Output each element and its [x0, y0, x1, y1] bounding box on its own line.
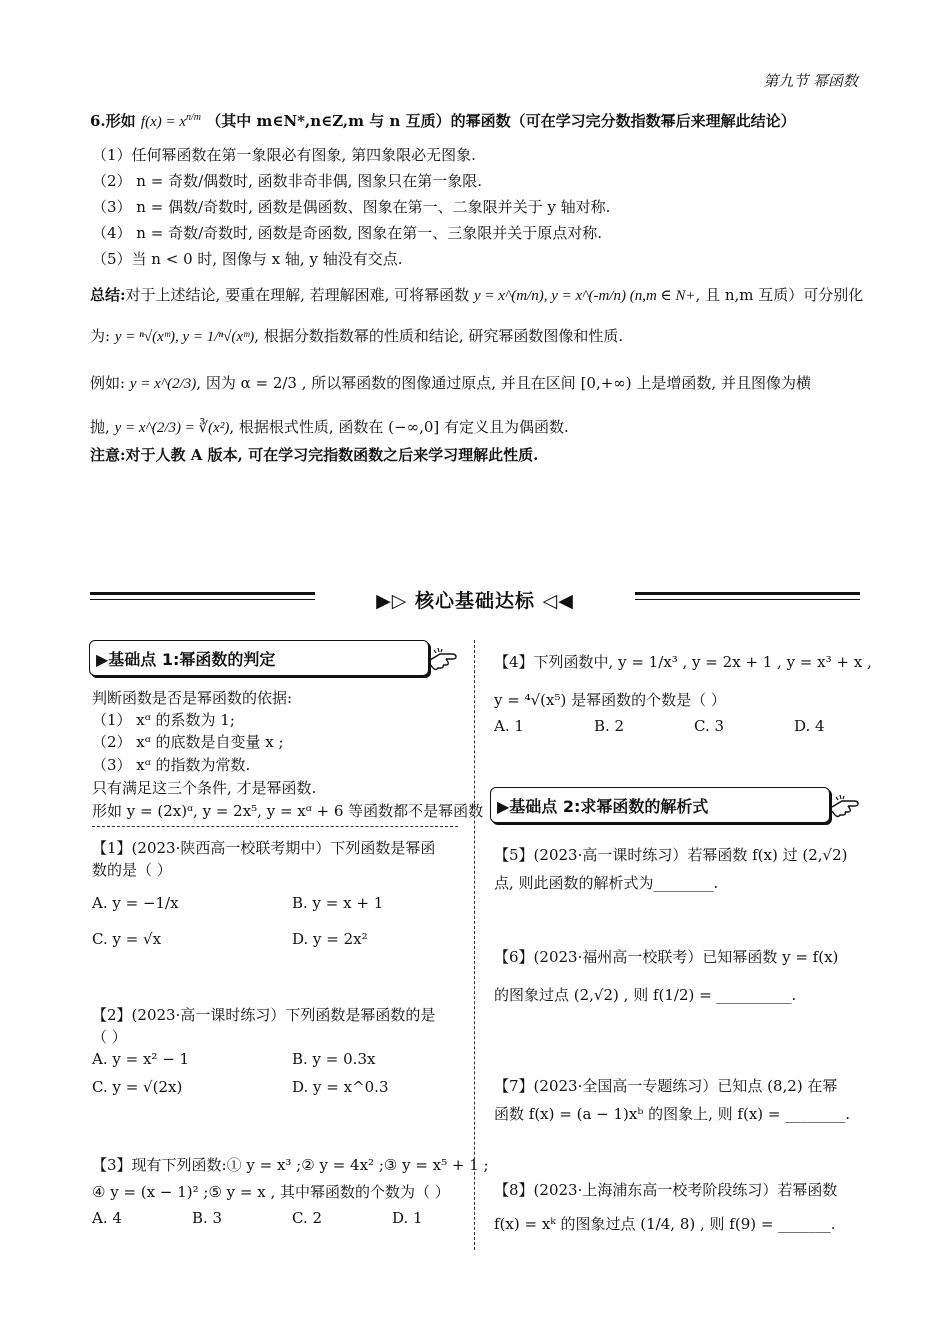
q1-stem-2: 数的是（ ）	[92, 861, 172, 879]
q3-option-c[interactable]: C. 2	[292, 1209, 323, 1227]
q1-option-a[interactable]: A. y = −1/x	[92, 894, 179, 912]
summary-formula1: y = x^(m/n), y = x^(-m/n) (n,m ∈ N+	[473, 288, 696, 304]
example-text2: , 根据根式性质, 函数在 (−∞,0] 有定义且为偶函数.	[229, 418, 569, 436]
pointing-hand-icon	[830, 793, 860, 821]
summary-line1	[90, 285, 863, 306]
item6-formula: $f(x) = x^{n/m}$	[140, 112, 202, 130]
pointing-hand-icon	[428, 646, 458, 674]
example-line1	[90, 373, 811, 394]
left-dashed-separator	[92, 826, 458, 827]
example-formula1: y = x^(2/3)	[129, 376, 197, 392]
q7-stem-2: 函数 f(x) = (a − 1)xᵇ 的图象上, 则 f(x) = ________.	[494, 1105, 851, 1123]
item6-prefix: 6.形如	[90, 112, 136, 130]
point-4: （4） n = 奇数/奇数时, 函数是奇函数, 图象在第一、三象限并关于原点对称.	[92, 224, 602, 242]
q5-stem-1: 【5】(2023·高一课时练习）若幂函数 f(x) 过 (2,√2)	[494, 846, 848, 864]
item6-line	[90, 108, 796, 132]
basis-point-2-title: ▶基础点 2:求幂函数的解析式	[497, 797, 709, 816]
q4-stem-2: y = ⁴√(x⁵) 是幂函数的个数是（ ）	[494, 691, 726, 709]
q2-stem-2: （ ）	[92, 1028, 127, 1046]
q3-option-d[interactable]: D. 1	[392, 1209, 423, 1227]
banner-title: ▶▷ 核心基础达标 ◁◀	[376, 590, 574, 612]
q5-stem-2: 点, 则此函数的解析式为________.	[494, 874, 719, 892]
point-1: （1）任何幂函数在第一象限必有图象, 第四象限必无图象.	[92, 146, 476, 164]
criteria-1: （1） xᵅ 的系数为 1;	[92, 711, 235, 729]
q1-option-b[interactable]: B. y = x + 1	[292, 894, 384, 912]
criteria-2: （2） xᵅ 的底数是自变量 x ;	[92, 733, 284, 751]
q4-option-b[interactable]: B. 2	[594, 717, 625, 735]
example-line2-prefix: 抛,	[90, 418, 110, 436]
q2-stem-1: 【2】(2023·高一课时练习）下列函数是幂函数的是	[92, 1006, 436, 1024]
q3-stem-1: 【3】现有下列函数:① y = x³ ;② y = 4x² ;③ y = x⁵ + 1 ;	[92, 1156, 489, 1174]
summary-line2-suffix: , 根据分数指数幂的性质和结论, 研究幂函数图像和性质.	[254, 327, 624, 345]
q6-stem-2: 的图象过点 (2,√2) , 则 f(1/2) = __________.	[494, 986, 797, 1004]
example-formula2: y = x^(2/3) = ∛(x²)	[114, 420, 230, 436]
point-3: （3） n = 偶数/奇数时, 函数是偶函数、图象在第一、二象限并关于 y 轴对称.	[92, 198, 611, 216]
basis-point-1-box	[89, 640, 429, 676]
basis-point-2-box	[490, 787, 830, 823]
q3-option-b[interactable]: B. 3	[192, 1209, 223, 1227]
example-prefix: 例如:	[90, 374, 126, 392]
point-2: （2） n = 奇数/偶数时, 函数非奇非偶, 图象只在第一象限.	[92, 172, 482, 190]
q8-stem-2: f(x) = xᵏ 的图象过点 (1/4, 8) , 则 f(9) = _______.	[494, 1215, 836, 1233]
summary-formula2: y = ⁿ√(xᵐ), y = 1/ⁿ√(xᵐ)	[114, 329, 255, 345]
q4-option-d[interactable]: D. 4	[794, 717, 825, 735]
section-header: 第九节 幂函数	[763, 72, 858, 90]
note-line	[90, 445, 538, 465]
item6-suffix: （其中 m∈N*,n∈Z,m 与 n 互质）的幂函数（可在学习完分数指数幂后来理解此结论）	[206, 112, 796, 130]
summary-line2-prefix: 为:	[90, 327, 111, 345]
example-line2	[90, 417, 569, 438]
criteria-end: 只有满足这三个条件, 才是幂函数.	[92, 779, 317, 797]
criteria-3: （3） xᵅ 的指数为常数.	[92, 756, 251, 774]
q8-stem-1: 【8】(2023·上海浦东高一校考阶段练习）若幂函数	[494, 1181, 838, 1199]
column-divider	[474, 640, 475, 1250]
summary-line2	[90, 326, 623, 347]
q2-option-b[interactable]: B. y = 0.3x	[292, 1050, 376, 1068]
q1-stem-1: 【1】(2023·陕西高一校联考期中）下列函数是幂函	[92, 839, 436, 857]
criteria-example: 形如 y = (2x)ᵅ, y = 2x⁵, y = xᵅ + 6 等函数都不是幂函数	[92, 802, 484, 820]
criteria-intro: 判断函数是否是幂函数的依据:	[92, 689, 293, 707]
basis-point-1-title: ▶基础点 1:幂函数的判定	[96, 650, 276, 669]
summary-label: 总结:	[90, 286, 126, 304]
q1-option-c[interactable]: C. y = √x	[92, 930, 162, 948]
q1-option-d[interactable]: D. y = 2x²	[292, 930, 368, 948]
q4-option-a[interactable]: A. 1	[494, 717, 524, 735]
q4-option-c[interactable]: C. 3	[694, 717, 725, 735]
q2-option-a[interactable]: A. y = x² − 1	[92, 1050, 190, 1068]
summary-text2: , 且 n,m 互质）可分别化	[695, 286, 864, 304]
example-text1: , 因为 α = 2/3 , 所以幂函数的图像通过原点, 并且在区间 [0,+∞) 上是增函数, 并且图像为横	[196, 374, 811, 392]
q6-stem-1: 【6】(2023·福州高一校联考）已知幂函数 y = f(x)	[494, 948, 839, 966]
q7-stem-1: 【7】(2023·全国高一专题练习）已知点 (8,2) 在幂	[494, 1077, 838, 1095]
q4-stem-1: 【4】下列函数中, y = 1/x³ , y = 2x + 1 , y = x³ + x ,	[494, 653, 872, 671]
q2-option-d[interactable]: D. y = x^0.3	[292, 1078, 389, 1096]
q3-option-a[interactable]: A. 4	[92, 1209, 122, 1227]
summary-text1: 对于上述结论, 要重在理解, 若理解困难, 可将幂函数	[125, 286, 470, 304]
q2-option-c[interactable]: C. y = √(2x)	[92, 1078, 183, 1096]
note-text: 对于人教 A 版本, 可在学习完指数函数之后来学习理解此性质.	[125, 446, 539, 464]
note-label: 注意:	[90, 446, 126, 464]
q3-stem-2: ④ y = (x − 1)² ;⑤ y = x , 其中幂函数的个数为（ ）	[92, 1183, 450, 1201]
point-5: （5）当 n < 0 时, 图像与 x 轴, y 轴没有交点.	[92, 250, 403, 268]
